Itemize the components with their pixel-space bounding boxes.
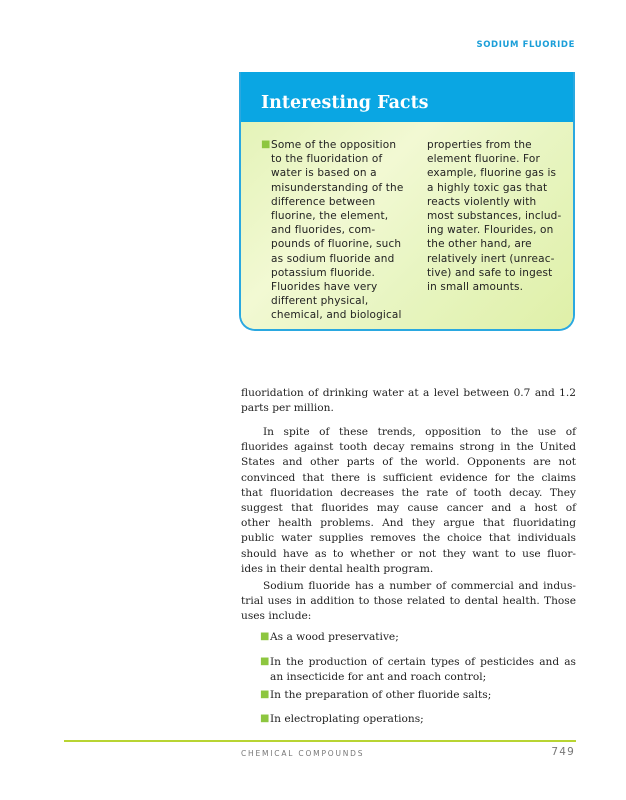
facts-line: in small amounts.	[427, 281, 524, 294]
text-line: As a wood preservative;	[270, 631, 399, 643]
text-line: In the production of certain types of pesticides and as	[270, 656, 576, 668]
facts-title: Interesting Facts	[261, 93, 429, 113]
text-line: should have as to whether or not they want to use fluor-	[241, 547, 576, 560]
facts-line: reacts violently with	[427, 195, 537, 208]
footer-rule	[64, 740, 576, 742]
bullet-icon: ■	[260, 689, 270, 700]
text-line: public water supplies removes the choice that individuals	[241, 532, 576, 545]
bullet-icon: ■	[260, 656, 270, 667]
text-line: suggest that fluorides may cause cancer and a host of	[241, 502, 576, 515]
facts-line: different physical,	[271, 295, 369, 308]
text-line: convinced that there is sufficient evidence for the claims	[241, 471, 576, 484]
list-item	[270, 630, 576, 645]
text-line: In electroplating operations;	[270, 713, 424, 725]
facts-line: example, fluorine gas is	[427, 167, 557, 180]
paragraph-uses	[241, 579, 576, 625]
bullet-icon: ■	[260, 631, 270, 642]
bullet-icon: ■	[261, 139, 271, 150]
facts-line: Some of the opposition	[271, 139, 397, 151]
running-head: SODIUM FLUORIDE	[476, 40, 575, 50]
footer-book-title: CHEMICAL COMPOUNDS	[241, 749, 365, 758]
text-line: uses include:	[241, 610, 312, 623]
text-line: fluoridation of drinking water at a level between 0.7 and 1.2	[241, 387, 576, 399]
text-line: ides in their dental health program.	[241, 562, 434, 575]
facts-line: as sodium fluoride and	[271, 252, 395, 265]
facts-body	[241, 122, 573, 329]
facts-line: to the fluoridation of	[271, 153, 383, 166]
paragraph-continued	[241, 386, 576, 416]
facts-line: fluorine, the element,	[271, 210, 389, 223]
paragraph-opposition	[241, 425, 576, 577]
text-line: that fluoridation decreases the rate of tooth decay. They	[241, 486, 576, 499]
facts-column-right	[427, 138, 561, 294]
text-line: In spite of these trends, opposition to the use of	[263, 426, 576, 438]
facts-line: properties from the	[427, 139, 532, 151]
facts-line: chemical, and biological	[271, 309, 402, 322]
facts-column-left	[261, 138, 404, 323]
text-line: In the preparation of other fluoride salts;	[270, 689, 492, 701]
facts-line: Fluorides have very	[271, 281, 378, 294]
list-item	[270, 655, 576, 685]
facts-line: potassium fluoride.	[271, 266, 375, 279]
text-line: trial uses in addition to those related to dental health. Those	[241, 595, 576, 608]
facts-line: and fluorides, com-	[271, 224, 376, 237]
text-line: Sodium fluoride has a number of commercial and indus-	[263, 580, 576, 592]
page-number: 749	[551, 746, 575, 758]
bullet-icon: ■	[260, 713, 270, 724]
facts-line: the other hand, are	[427, 238, 532, 251]
facts-line: a highly toxic gas that	[427, 181, 548, 194]
facts-line: ing water. Flourides, on	[427, 224, 554, 237]
facts-line: relatively inert (unreac-	[427, 252, 555, 265]
facts-line: element fluorine. For	[427, 153, 540, 166]
facts-line: pounds of fluorine, such	[271, 238, 402, 251]
text-line: other health problems. And they argue that fluoridating	[241, 517, 576, 530]
interesting-facts-box	[239, 72, 575, 331]
list-item	[270, 712, 576, 727]
facts-line: most substances, includ-	[427, 210, 562, 223]
facts-line: misunderstanding of the	[271, 181, 404, 194]
facts-line: difference between	[271, 195, 376, 208]
text-line: fluorides against tooth decay remains strong in the United	[241, 441, 576, 454]
facts-line: tive) and safe to ingest	[427, 266, 553, 279]
facts-line: water is based on a	[271, 167, 377, 180]
list-item	[270, 688, 576, 703]
facts-header	[241, 72, 573, 122]
text-line: an insecticide for ant and roach control;	[270, 671, 487, 684]
text-line: parts per million.	[241, 402, 334, 415]
text-line: States and other parts of the world. Opponents are not	[241, 456, 576, 469]
